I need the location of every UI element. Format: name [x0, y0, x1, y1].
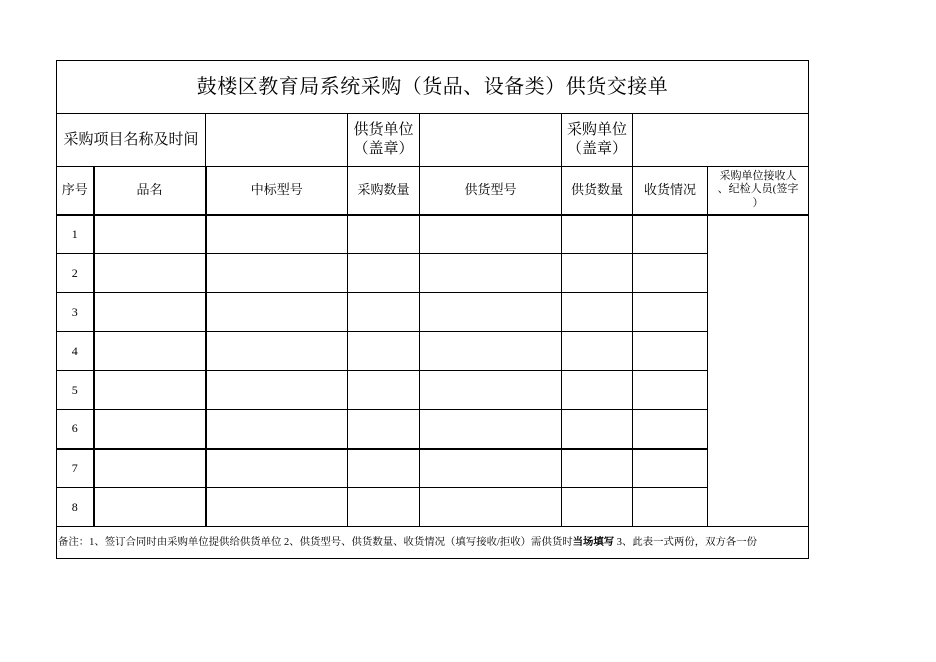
bid-model-cell[interactable]	[206, 332, 348, 371]
supply-qty-cell[interactable]	[562, 332, 633, 371]
supply-model-cell[interactable]	[420, 449, 562, 488]
purchase-qty-cell[interactable]	[348, 215, 420, 254]
header-item-name: 品名	[94, 167, 206, 215]
supply-qty-cell[interactable]	[562, 215, 633, 254]
remarks-note-emphasis: 当场填写	[572, 537, 615, 548]
bid-model-cell[interactable]	[206, 410, 348, 449]
bid-model-cell[interactable]	[206, 215, 348, 254]
header-purchase-qty: 采购数量	[348, 167, 420, 215]
receipt-status-cell[interactable]	[633, 293, 708, 332]
purchaser-label	[562, 114, 633, 167]
bid-model-cell[interactable]	[206, 371, 348, 410]
form-title: 鼓楼区教育局系统采购（货品、设备类）供货交接单	[57, 61, 809, 114]
header-signers-line3: ）	[752, 197, 764, 210]
project-name-time-field[interactable]	[206, 114, 348, 167]
supply-model-cell[interactable]	[420, 488, 562, 527]
receipt-status-cell[interactable]	[633, 254, 708, 293]
supply-qty-cell[interactable]	[562, 488, 633, 527]
item-name-cell[interactable]	[94, 488, 206, 527]
receipt-status-cell[interactable]	[633, 215, 708, 254]
supplier-field[interactable]	[420, 114, 562, 167]
bid-model-cell[interactable]	[206, 254, 348, 293]
bid-model-cell[interactable]	[206, 488, 348, 527]
supply-model-cell[interactable]	[420, 215, 562, 254]
bid-model-cell[interactable]	[206, 449, 348, 488]
header-supply-model: 供货型号	[420, 167, 562, 215]
supply-qty-cell[interactable]	[562, 371, 633, 410]
supply-model-cell[interactable]	[420, 332, 562, 371]
table-row	[57, 254, 809, 293]
item-name-cell[interactable]	[94, 215, 206, 254]
receipt-status-cell[interactable]	[633, 371, 708, 410]
bid-model-cell[interactable]	[206, 293, 348, 332]
item-name-cell[interactable]	[94, 449, 206, 488]
receipt-status-cell[interactable]	[633, 449, 708, 488]
signers-cell[interactable]	[708, 215, 809, 527]
purchase-qty-cell[interactable]	[348, 488, 420, 527]
item-name-cell[interactable]	[94, 293, 206, 332]
header-signers-line1: 采购单位接收人	[719, 169, 797, 182]
header-supply-qty: 供货数量	[562, 167, 633, 215]
row-number: 1	[57, 215, 94, 254]
item-name-cell[interactable]	[94, 254, 206, 293]
remarks-note	[57, 527, 809, 559]
table-row	[57, 488, 809, 527]
header-seq: 序号	[57, 167, 94, 215]
item-name-cell[interactable]	[94, 410, 206, 449]
delivery-handover-form	[56, 60, 809, 559]
purchaser-field[interactable]	[633, 114, 809, 167]
supplier-label	[348, 114, 420, 167]
row-number: 3	[57, 293, 94, 332]
header-signers-line2: 、纪检人员(签字	[717, 183, 799, 196]
table-row	[57, 371, 809, 410]
project-name-time-label: 采购项目名称及时间	[57, 114, 206, 167]
receipt-status-cell[interactable]	[633, 332, 708, 371]
supply-model-cell[interactable]	[420, 410, 562, 449]
row-number: 6	[57, 410, 94, 449]
table-row	[57, 293, 809, 332]
purchaser-label-line2: （盖章）	[566, 141, 627, 157]
supply-qty-cell[interactable]	[562, 449, 633, 488]
table-row	[57, 332, 809, 371]
receipt-status-cell[interactable]	[633, 488, 708, 527]
row-number: 8	[57, 488, 94, 527]
supply-qty-cell[interactable]	[562, 293, 633, 332]
supply-model-cell[interactable]	[420, 371, 562, 410]
supply-model-cell[interactable]	[420, 293, 562, 332]
purchase-qty-cell[interactable]	[348, 332, 420, 371]
supplier-label-line2: （盖章）	[353, 141, 414, 157]
remarks-note-suffix: 3、此表一式两份，双方各一份	[614, 537, 758, 548]
supply-model-cell[interactable]	[420, 254, 562, 293]
purchase-qty-cell[interactable]	[348, 293, 420, 332]
column-header-row	[57, 167, 809, 215]
table-row	[57, 410, 809, 449]
row-number: 7	[57, 449, 94, 488]
header-signers	[708, 167, 809, 215]
item-name-cell[interactable]	[94, 332, 206, 371]
purchase-qty-cell[interactable]	[348, 410, 420, 449]
supply-qty-cell[interactable]	[562, 254, 633, 293]
purchase-qty-cell[interactable]	[348, 254, 420, 293]
supply-qty-cell[interactable]	[562, 410, 633, 449]
table-row	[57, 215, 809, 254]
table-row	[57, 449, 809, 488]
receipt-status-cell[interactable]	[633, 410, 708, 449]
purchaser-label-line1: 采购单位	[566, 122, 627, 139]
purchase-qty-cell[interactable]	[348, 371, 420, 410]
item-name-cell[interactable]	[94, 371, 206, 410]
row-number: 5	[57, 371, 94, 410]
row-number: 2	[57, 254, 94, 293]
header-bid-model: 中标型号	[206, 167, 348, 215]
remarks-note-prefix: 备注：1、签订合同时由采购单位提供给供货单位 2、供货型号、供货数量、收货情况（填写接收/拒收）需供货时	[58, 537, 573, 548]
header-receipt-status: 收货情况	[633, 167, 708, 215]
supplier-label-line1: 供货单位	[353, 122, 414, 139]
purchase-qty-cell[interactable]	[348, 449, 420, 488]
row-number: 4	[57, 332, 94, 371]
